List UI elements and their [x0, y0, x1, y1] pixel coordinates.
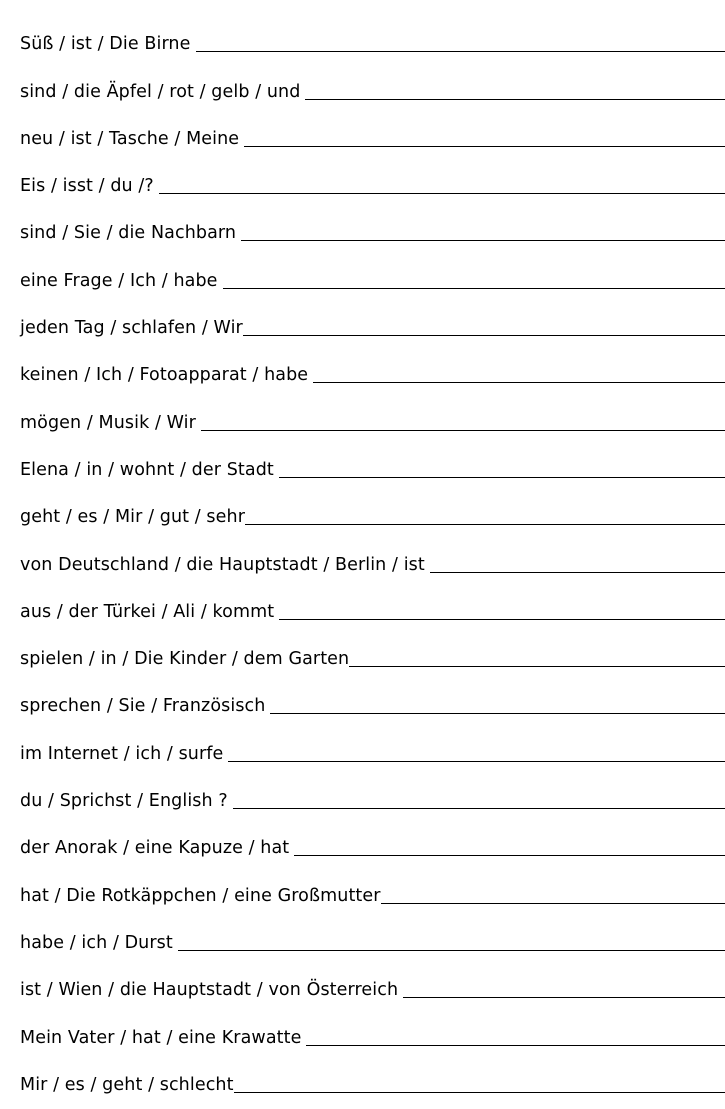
answer-line[interactable] — [403, 997, 725, 998]
word-prompt: habe / ich / Durst — [20, 933, 173, 953]
exercise-row — [20, 778, 725, 825]
word-prompt: du / Sprichst / English ? — [20, 791, 228, 811]
exercise-row — [20, 68, 725, 115]
answer-line[interactable] — [294, 855, 725, 856]
word-prompt: sprechen / Sie / Französisch — [20, 696, 265, 716]
word-prompt: von Deutschland / die Hauptstadt / Berlin / ist — [20, 555, 425, 575]
word-prompt: ist / Wien / die Hauptstadt / von Österreich — [20, 980, 398, 1000]
exercise-row — [20, 872, 725, 919]
answer-line[interactable] — [241, 240, 725, 241]
word-prompt: hat / Die Rotkäppchen / eine Großmutter — [20, 886, 381, 906]
answer-line[interactable] — [270, 713, 725, 714]
word-prompt: sind / Sie / die Nachbarn — [20, 223, 236, 243]
exercise-row — [20, 116, 725, 163]
exercise-row — [20, 163, 725, 210]
exercise-row — [20, 21, 725, 68]
exercise-row — [20, 683, 725, 730]
exercise-row — [20, 1014, 725, 1061]
word-prompt: aus / der Türkei / Ali / kommt — [20, 602, 274, 622]
exercise-row — [20, 305, 725, 352]
word-prompt: Elena / in / wohnt / der Stadt — [20, 460, 274, 480]
answer-line[interactable] — [178, 950, 725, 951]
word-prompt: geht / es / Mir / gut / sehr — [20, 507, 245, 527]
answer-line[interactable] — [223, 288, 725, 289]
answer-line[interactable] — [244, 146, 725, 147]
word-prompt: Mein Vater / hat / eine Krawatte — [20, 1028, 301, 1048]
answer-line[interactable] — [430, 572, 725, 573]
answer-line[interactable] — [381, 903, 725, 904]
exercise-row — [20, 399, 725, 446]
answer-line[interactable] — [233, 808, 725, 809]
word-prompt: Eis / isst / du /? — [20, 176, 154, 196]
exercise-row — [20, 352, 725, 399]
word-prompt: eine Frage / Ich / habe — [20, 271, 218, 291]
answer-line[interactable] — [313, 382, 725, 383]
exercise-row — [20, 494, 725, 541]
answer-line[interactable] — [234, 1092, 725, 1093]
exercise-row — [20, 920, 725, 967]
word-prompt: Mir / es / geht / schlecht — [20, 1075, 234, 1095]
word-prompt: sind / die Äpfel / rot / gelb / und — [20, 82, 300, 102]
word-prompt: keinen / Ich / Fotoapparat / habe — [20, 365, 308, 385]
exercise-row — [20, 967, 725, 1014]
answer-line[interactable] — [243, 335, 725, 336]
answer-line[interactable] — [306, 1045, 725, 1046]
exercise-row — [20, 541, 725, 588]
word-prompt: mögen / Musik / Wir — [20, 413, 196, 433]
answer-line[interactable] — [349, 666, 725, 667]
exercise-row — [20, 447, 725, 494]
word-prompt: Süß / ist / Die Birne — [20, 34, 191, 54]
answer-line[interactable] — [201, 430, 725, 431]
exercise-row — [20, 825, 725, 872]
sentence-ordering-worksheet — [20, 21, 725, 1109]
exercise-row — [20, 636, 725, 683]
exercise-row — [20, 257, 725, 304]
answer-line[interactable] — [279, 619, 725, 620]
exercise-row — [20, 210, 725, 257]
word-prompt: der Anorak / eine Kapuze / hat — [20, 838, 289, 858]
word-prompt: im Internet / ich / surfe — [20, 744, 223, 764]
answer-line[interactable] — [245, 524, 725, 525]
answer-line[interactable] — [305, 99, 725, 100]
word-prompt: spielen / in / Die Kinder / dem Garten — [20, 649, 349, 669]
exercise-row — [20, 730, 725, 777]
exercise-row — [20, 589, 725, 636]
word-prompt: neu / ist / Tasche / Meine — [20, 129, 239, 149]
word-prompt: jeden Tag / schlafen / Wir — [20, 318, 243, 338]
answer-line[interactable] — [159, 193, 725, 194]
answer-line[interactable] — [228, 761, 725, 762]
answer-line[interactable] — [279, 477, 725, 478]
exercise-row — [20, 1062, 725, 1109]
answer-line[interactable] — [196, 51, 725, 52]
